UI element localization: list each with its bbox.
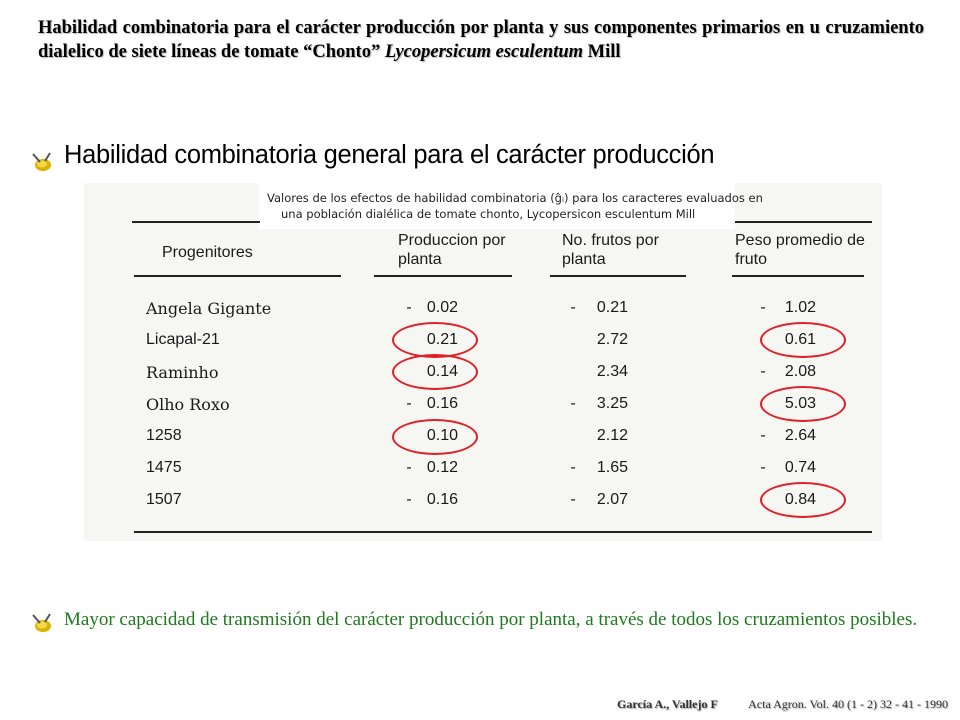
row-3-progenitor: Raminho: [146, 363, 219, 382]
row-6-frutos-sign: -: [570, 459, 576, 476]
title-italic-species: Lycopersicum esculentum: [384, 42, 584, 62]
caption-line-2: una población dialélica de tomate chonto, Lycopersicon esculentum Mill: [281, 207, 696, 221]
row-1-prod-value: 0.02: [426, 299, 458, 316]
row-7-frutos-sign: -: [570, 491, 576, 508]
header-peso: Peso promedio de fruto: [735, 232, 865, 268]
row-1-progenitor: Angela Gigante: [146, 299, 272, 318]
row-2-progenitor: Licapal-21: [146, 331, 220, 348]
row-1-peso-sign: -: [760, 299, 766, 316]
footer-citation: Acta Agron. Vol. 40 (1 - 2) 32 - 41 - 1990: [748, 697, 948, 711]
row-3-frutos-value: 2.34: [596, 363, 628, 380]
row-1-frutos-sign: -: [570, 299, 576, 316]
bullet-icon: [30, 613, 54, 633]
table-caption: [259, 183, 763, 229]
row-4-progenitor: Olho Roxo: [146, 395, 230, 414]
highlight-circle-prod-licapal: [392, 322, 478, 358]
header-progenitores: Progenitores: [162, 244, 253, 261]
row-1-prod-sign: -: [406, 299, 412, 316]
highlight-circle-prod-raminho: [392, 354, 478, 390]
row-6-frutos-value: 1.65: [596, 459, 628, 476]
row-7-peso-value: 0.84: [784, 491, 816, 508]
citation-footer: [617, 697, 948, 712]
header-rule-2: [374, 275, 512, 277]
footer-authors: García A., Vallejo F: [617, 697, 718, 711]
row-5-frutos-value: 2.12: [596, 427, 628, 444]
conclusion-note: Mayor capacidad de transmisión del carácter producción por planta, a través de todos los cruzamientos posibles.: [64, 609, 918, 630]
row-2-prod-value: 0.21: [426, 331, 458, 348]
row-7-prod-sign: -: [406, 491, 412, 508]
top-rule: [132, 221, 260, 223]
highlight-circle-peso-licapal: [760, 322, 846, 358]
row-3-prod-value: 0.14: [426, 363, 458, 380]
title-text-1: Habilidad combinatoria para el carácter producción por planta y sus componentes primarios en u cruzamiento dialelico de siete líneas de tomate “Chonto”: [38, 18, 924, 62]
slide-title: [38, 16, 924, 64]
row-2-frutos-value: 2.72: [596, 331, 628, 348]
row-4-peso-value: 5.03: [784, 395, 816, 412]
row-5-prod-value: 0.10: [426, 427, 458, 444]
section-heading: Habilidad combinatoria general para el carácter producción: [64, 141, 715, 169]
bullet-icon: [30, 152, 54, 172]
row-6-peso-sign: -: [760, 459, 766, 476]
title-text-2: Mill: [583, 42, 621, 62]
bottom-rule: [134, 531, 872, 533]
row-6-peso-value: 0.74: [784, 459, 816, 476]
row-6-progenitor: 1475: [146, 459, 182, 476]
caption-line-1: Valores de los efectos de habilidad combinatoria (ĝᵢ) para los caracteres evaluados en: [267, 191, 763, 205]
row-7-progenitor: 1507: [146, 491, 182, 508]
row-1-peso-value: 1.02: [784, 299, 816, 316]
top-rule-right: [735, 221, 872, 223]
highlight-circle-peso-olho-roxo: [760, 386, 846, 422]
row-4-prod-sign: -: [406, 395, 412, 412]
header-rule-1: [134, 275, 341, 277]
header-produccion: Produccion por planta: [398, 232, 506, 268]
row-4-prod-value: 0.16: [426, 395, 458, 412]
header-frutos: No. frutos por planta: [562, 232, 659, 268]
header-rule-4: [732, 275, 864, 277]
header-rule-3: [550, 275, 686, 277]
row-6-prod-sign: -: [406, 459, 412, 476]
row-2-peso-value: 0.61: [784, 331, 816, 348]
row-5-peso-sign: -: [760, 427, 766, 444]
row-7-prod-value: 0.16: [426, 491, 458, 508]
row-6-prod-value: 0.12: [426, 459, 458, 476]
scanned-table: [84, 183, 882, 541]
highlight-circle-peso-1507: [760, 482, 846, 518]
row-3-peso-value: 2.08: [784, 363, 816, 380]
row-5-peso-value: 2.64: [784, 427, 816, 444]
row-7-frutos-value: 2.07: [596, 491, 628, 508]
row-4-frutos-sign: -: [570, 395, 576, 412]
highlight-circle-prod-1258: [392, 419, 478, 455]
row-4-frutos-value: 3.25: [596, 395, 628, 412]
row-1-frutos-value: 0.21: [596, 299, 628, 316]
row-5-progenitor: 1258: [146, 427, 182, 444]
row-3-peso-sign: -: [760, 363, 766, 380]
